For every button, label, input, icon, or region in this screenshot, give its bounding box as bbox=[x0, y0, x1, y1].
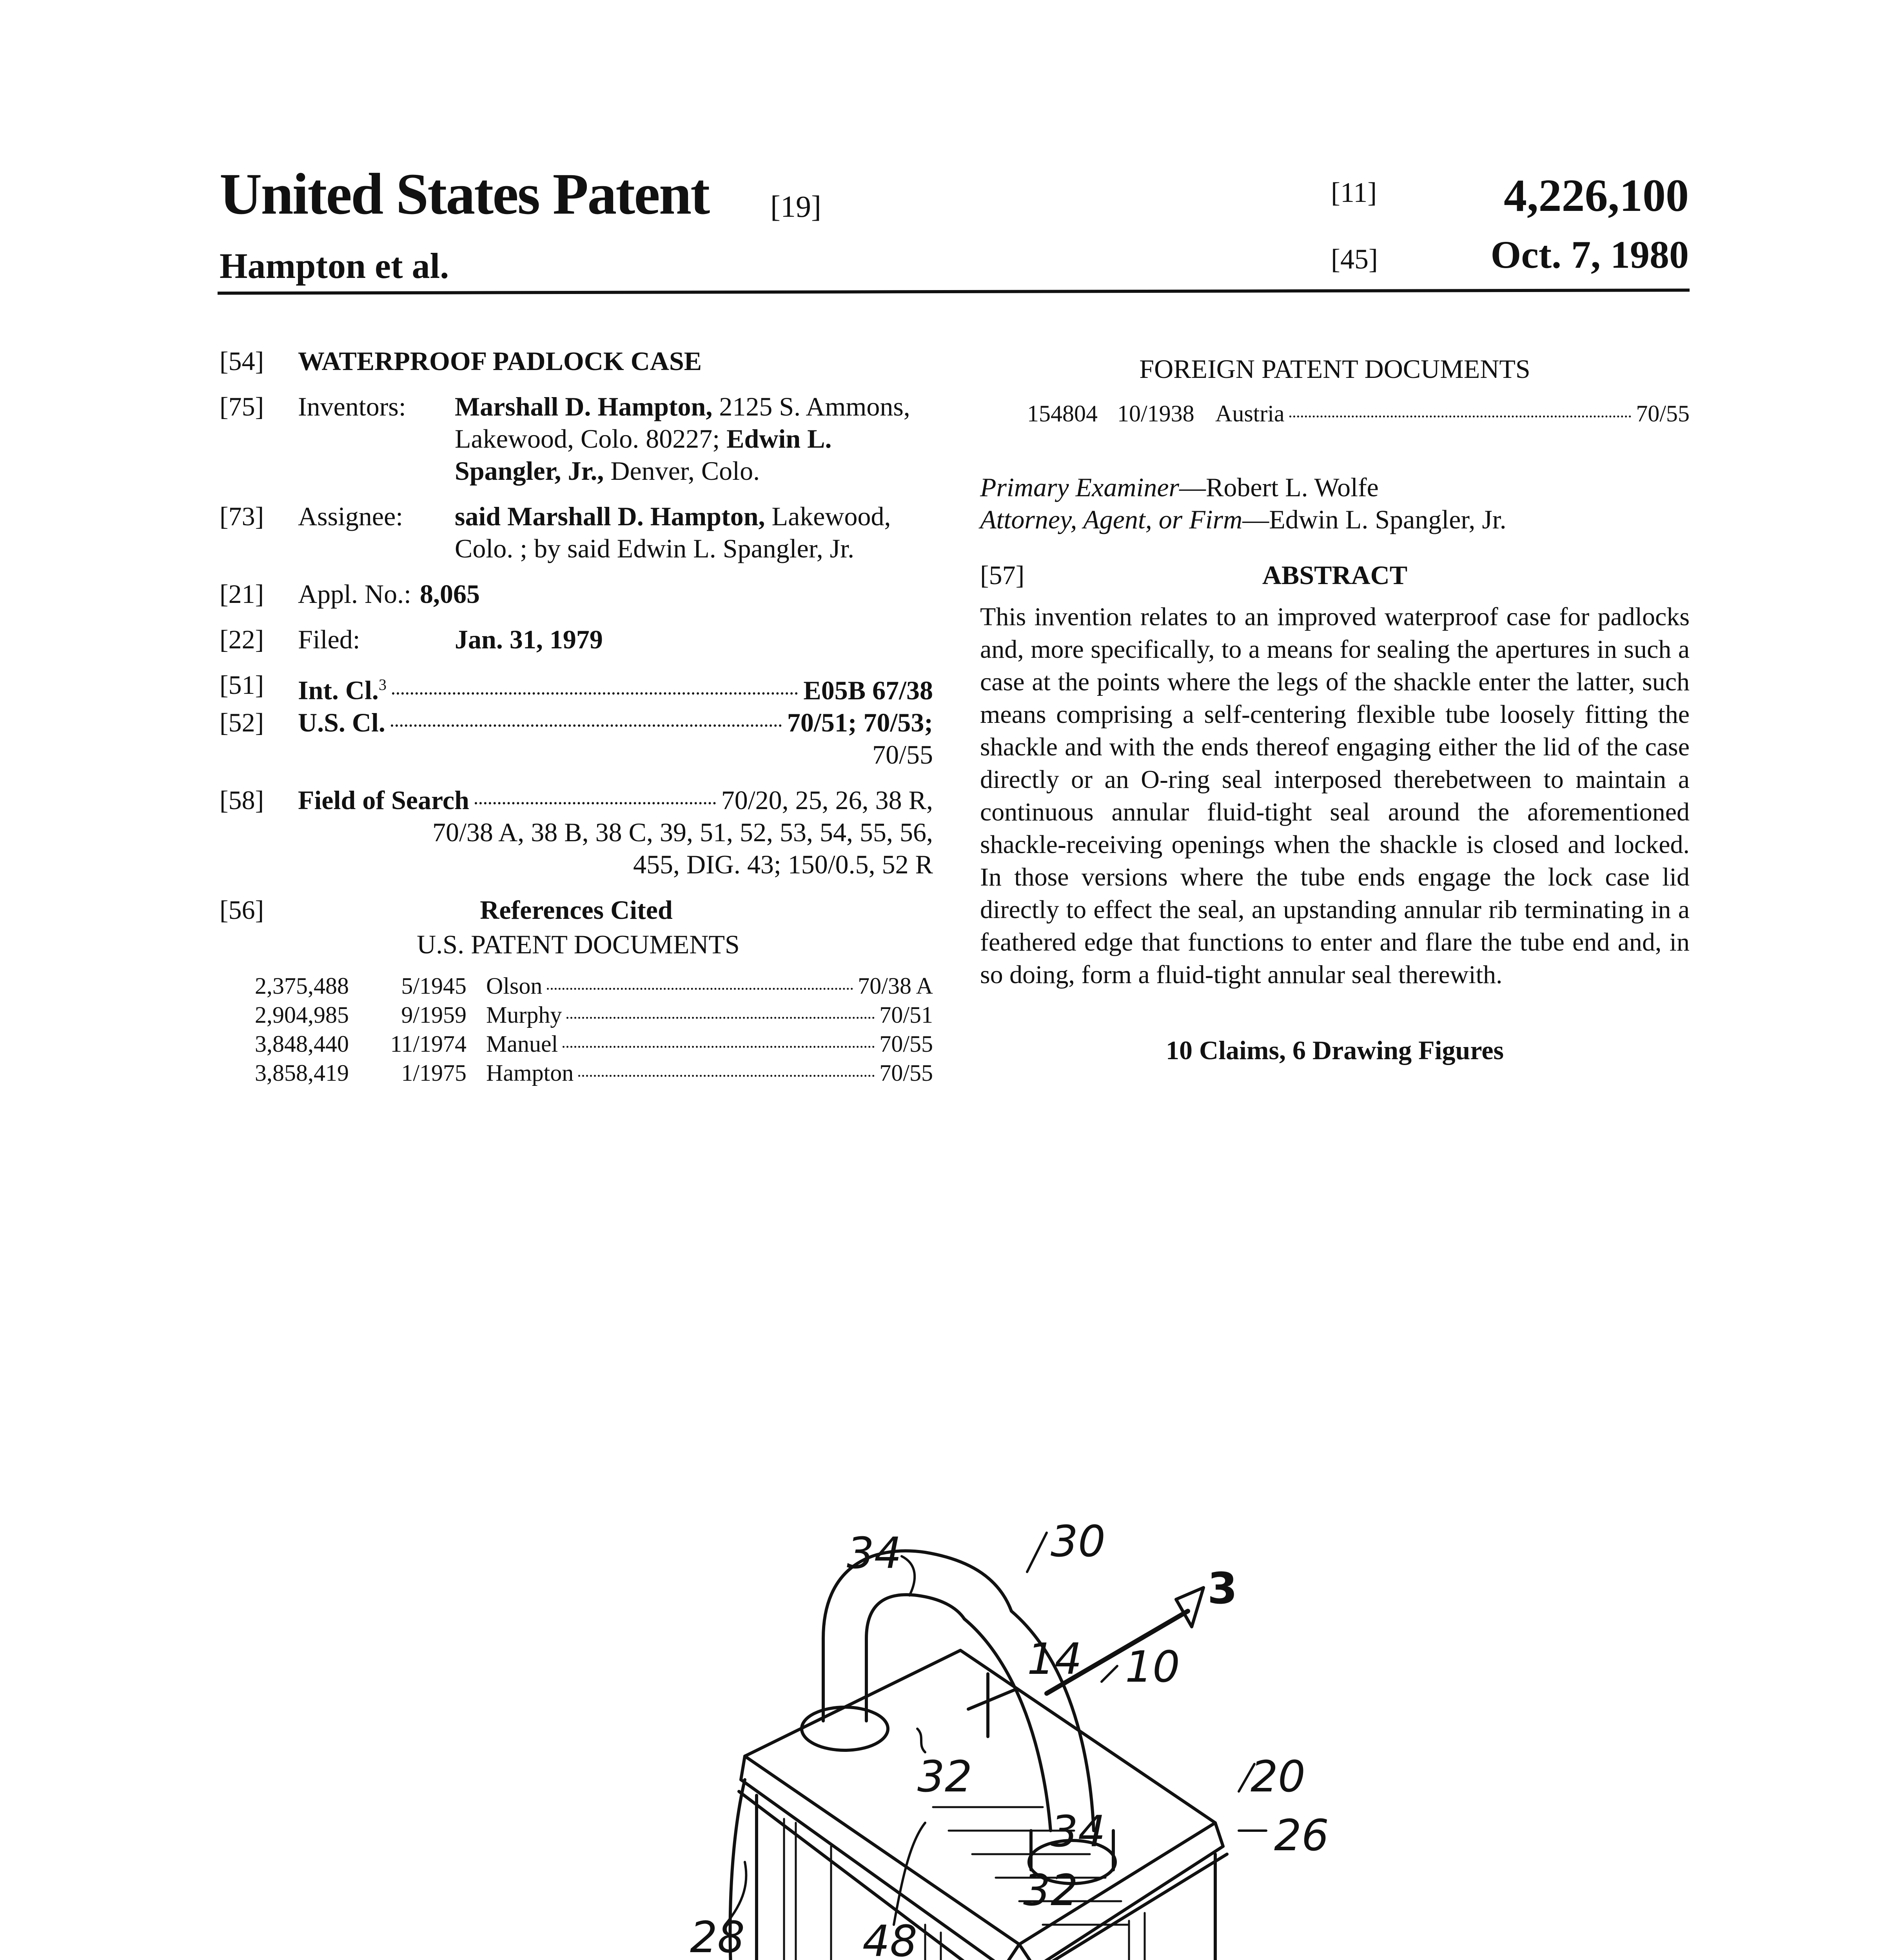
examiner-line bbox=[980, 471, 1690, 503]
references-heading: References Cited bbox=[480, 895, 673, 925]
us-patent-docs-heading: U.S. PATENT DOCUMENTS bbox=[417, 929, 740, 959]
field-label: Assignee: bbox=[298, 501, 403, 531]
ref-date: 5/1945 bbox=[401, 973, 466, 999]
reference-row bbox=[255, 1000, 933, 1029]
search-line: 70/20, 25, 26, 38 R, bbox=[721, 785, 933, 815]
field-code: [51] bbox=[220, 670, 264, 700]
us-cl-field bbox=[220, 706, 933, 771]
date-tag: [45] bbox=[1331, 243, 1378, 275]
foreign-number: 154804 bbox=[1027, 401, 1098, 426]
inventor-name: Marshall D. Hampton, bbox=[455, 392, 713, 421]
foreign-row bbox=[1027, 399, 1690, 428]
ref-class: 70/51 bbox=[879, 1002, 933, 1028]
foreign-class: 70/55 bbox=[1636, 401, 1690, 426]
dot-leader bbox=[563, 1046, 875, 1048]
abstract-text: This invention relates to an improved waterproof case for padlocks and, more specifically, to a means for sealing the apertures in such a case at the points where the legs of the shackle enter the latter, such means comprising a self-centering flexible tube loosely fitting the shackle and with the ends thereof engaging either the lid of the case directly or an O-ring seal interposed therebetween to maintain a continuous annular fluid-tight seal around the aforementioned shackle-receiving openings when the shackle is closed and locked. In those versions where the tube ends engage the lock case lid directly to effect the seal, an upstanding annular rib terminating in a feathered edge that functions to enter and flare the tube end and, in so doing, form a fluid-tight annular seal therewith. bbox=[980, 603, 1690, 989]
claims-summary: 10 Claims, 6 Drawing Figures bbox=[1166, 1035, 1504, 1065]
patent-date: Oct. 7, 1980 bbox=[1490, 233, 1689, 276]
ref-name: Olson bbox=[486, 973, 543, 999]
ref-date: 1/1975 bbox=[401, 1060, 466, 1086]
patent-office-title: United States Patent bbox=[220, 162, 709, 227]
inventor-name: Edwin L. Spangler, Jr., bbox=[455, 424, 832, 486]
header-divider bbox=[218, 289, 1690, 295]
reference-row bbox=[255, 971, 933, 1000]
foreign-name: Austria bbox=[1215, 401, 1285, 426]
ref-class: 70/55 bbox=[879, 1060, 933, 1086]
ref-date: 11/1974 bbox=[390, 1031, 466, 1057]
inventor-address: 2125 S. Ammons, Lakewood, Colo. 80227; bbox=[455, 392, 910, 454]
ref-numeral-34b: 34 bbox=[1051, 1806, 1105, 1857]
search-line: 455, DIG. 43; 150/0.5, 52 R bbox=[633, 849, 933, 879]
dot-leader bbox=[391, 724, 782, 727]
appl-no-field bbox=[220, 578, 933, 610]
ref-numeral-26: 26 bbox=[1274, 1810, 1329, 1860]
foreign-date: 10/1938 bbox=[1117, 401, 1194, 426]
field-code: [73] bbox=[220, 501, 264, 531]
field-code: [58] bbox=[220, 785, 264, 815]
padlock-case-drawing bbox=[627, 1509, 1568, 1960]
dot-leader bbox=[475, 802, 716, 804]
ref-numeral-10: 10 bbox=[1125, 1642, 1180, 1692]
abstract-heading: ABSTRACT bbox=[1262, 560, 1408, 590]
foreign-docs-list bbox=[1027, 399, 1690, 428]
int-cl-field bbox=[220, 669, 933, 706]
field-label: U.S. Cl. bbox=[298, 707, 385, 737]
section-arrow-upper bbox=[1176, 1588, 1203, 1627]
ref-class: 70/38 A bbox=[858, 973, 933, 999]
references-heading-row bbox=[220, 894, 933, 926]
field-label: Inventors: bbox=[298, 392, 406, 421]
shackle-left-inner bbox=[866, 1595, 964, 1721]
field-label: Filed: bbox=[298, 624, 360, 654]
dot-leader bbox=[392, 692, 798, 695]
ref-numeral-20: 20 bbox=[1251, 1751, 1305, 1802]
patent-number-tag: [11] bbox=[1331, 177, 1377, 208]
ref-numeral-32b: 32 bbox=[1023, 1865, 1078, 1915]
title-field bbox=[220, 345, 933, 377]
abstract-heading-row bbox=[980, 559, 1690, 591]
assignee-rest: Lakewood, Colo. ; by said Edwin L. Spangler, Jr. bbox=[455, 501, 891, 563]
attorney-name: —Edwin L. Spangler, Jr. bbox=[1242, 505, 1507, 534]
ref-number: 3,858,419 bbox=[255, 1060, 349, 1086]
int-cl-value: E05B 67/38 bbox=[803, 675, 933, 705]
ref-numeral-34: 34 bbox=[847, 1528, 902, 1578]
field-code: [54] bbox=[220, 346, 264, 376]
us-cl-value-cont: 70/55 bbox=[872, 739, 933, 769]
dot-leader bbox=[578, 1075, 875, 1077]
abstract-column bbox=[980, 353, 1690, 1066]
abstract-body bbox=[980, 601, 1690, 991]
lid-top-face bbox=[745, 1650, 1215, 1944]
ref-numeral-3: 3 bbox=[1207, 1563, 1238, 1613]
attorney-line bbox=[980, 503, 1690, 535]
dot-leader bbox=[547, 988, 853, 990]
assignee-name: said Marshall D. Hampton, bbox=[455, 501, 765, 531]
reference-row bbox=[255, 1058, 933, 1087]
reference-row bbox=[255, 1029, 933, 1058]
field-code: [57] bbox=[980, 560, 1025, 590]
inventor-address: Denver, Colo. bbox=[604, 456, 760, 486]
field-code: [75] bbox=[220, 392, 264, 421]
field-label: Appl. No.: bbox=[298, 579, 411, 609]
field-label: Int. Cl.$^3$ bbox=[298, 675, 387, 705]
field-code: [22] bbox=[220, 624, 264, 654]
ref-number: 2,375,488 bbox=[255, 973, 349, 999]
ref-name: Murphy bbox=[486, 1002, 562, 1028]
ref-class: 70/55 bbox=[879, 1031, 933, 1057]
search-line: 70/38 A, 38 B, 38 C, 39, 51, 52, 53, 54, 55, 56, bbox=[432, 817, 933, 847]
title-tag: [19] bbox=[770, 189, 821, 223]
inventors-value bbox=[455, 390, 933, 487]
invention-title: WATERPROOF PADLOCK CASE bbox=[298, 346, 702, 376]
bibliographic-column bbox=[220, 345, 933, 1087]
ref-numeral-32: 32 bbox=[917, 1751, 972, 1802]
us-cl-value: 70/51; 70/53; bbox=[787, 707, 933, 737]
inventor-short: Hampton et al. bbox=[220, 246, 449, 286]
field-code: [52] bbox=[220, 707, 264, 737]
ref-name: Hampton bbox=[486, 1060, 574, 1086]
field-code: [21] bbox=[220, 579, 264, 609]
foreign-docs-heading: FOREIGN PATENT DOCUMENTS bbox=[1139, 354, 1530, 384]
assignee-field bbox=[220, 500, 933, 564]
appl-no-value: 8,065 bbox=[420, 579, 480, 609]
filed-field bbox=[220, 623, 933, 655]
ref-number: 3,848,440 bbox=[255, 1031, 349, 1057]
ref-number: 2,904,985 bbox=[255, 1002, 349, 1028]
attorney-label: Attorney, Agent, or Firm bbox=[980, 505, 1243, 534]
filed-value: Jan. 31, 1979 bbox=[455, 624, 603, 654]
references-list bbox=[255, 971, 933, 1087]
ref-date: 9/1959 bbox=[401, 1002, 466, 1028]
field-code: [56] bbox=[220, 895, 264, 925]
inventors-field bbox=[220, 390, 933, 487]
ref-numeral-14: 14 bbox=[1027, 1634, 1082, 1684]
ref-numeral-48: 48 bbox=[862, 1916, 917, 1960]
ref-numeral-30: 30 bbox=[1051, 1516, 1105, 1566]
patent-number: 4,226,100 bbox=[1504, 170, 1689, 221]
examiner-name: —Robert L. Wolfe bbox=[1179, 472, 1379, 502]
field-of-search bbox=[220, 784, 933, 880]
assignee-value bbox=[455, 500, 933, 564]
dot-leader bbox=[1289, 416, 1632, 417]
field-label: Field of Search bbox=[298, 785, 469, 815]
dot-leader bbox=[566, 1017, 875, 1019]
lid-band bbox=[739, 1791, 1227, 1960]
examiner-label: Primary Examiner bbox=[980, 472, 1180, 502]
ref-name: Manuel bbox=[486, 1031, 558, 1057]
shackle-left-collar bbox=[802, 1707, 888, 1750]
ref-numeral-28: 28 bbox=[690, 1912, 745, 1960]
